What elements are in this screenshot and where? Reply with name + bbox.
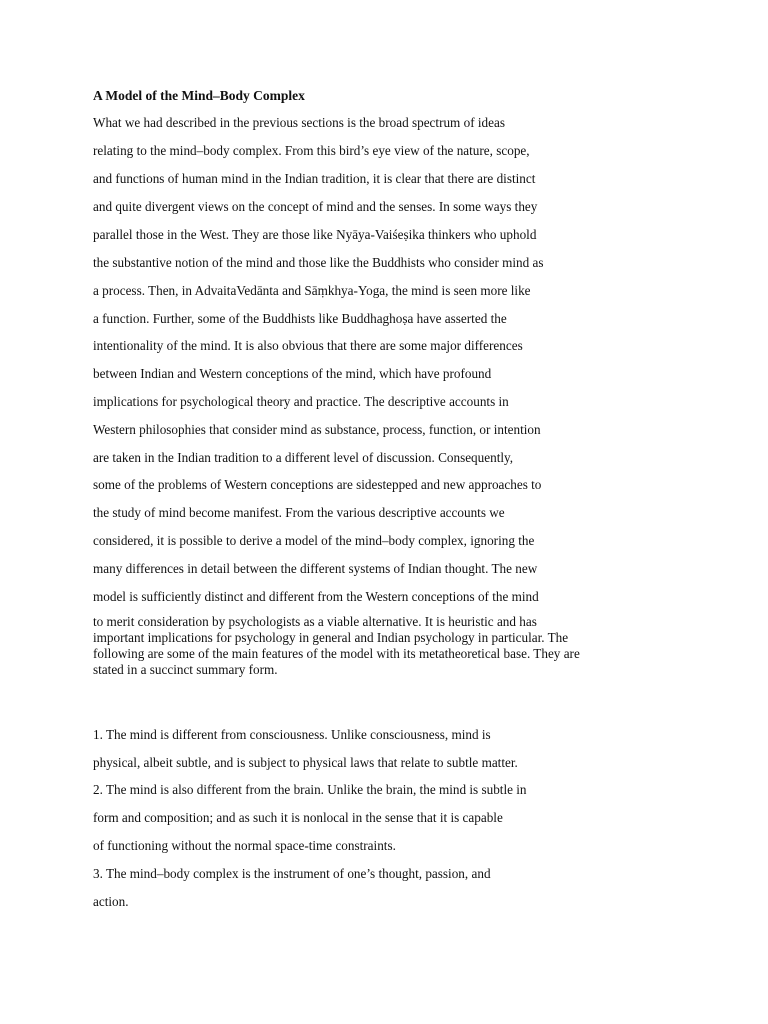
paragraph-line-11: implications for psychological theory and practice. The descriptive accounts in (93, 394, 509, 409)
list-line-2: physical, albeit subtle, and is subject to physical laws that relate to subtle matter. (93, 755, 518, 770)
paragraph-line-9: intentionality of the mind. It is also obvious that there are some major differences (93, 338, 523, 353)
paragraph-line-14: some of the problems of Western conceptions are sidestepped and new approaches to (93, 477, 542, 492)
paragraph-line-12: Western philosophies that consider mind as substance, process, function, or intention (93, 422, 541, 437)
paragraph-line-17: many differences in detail between the different systems of Indian thought. The new (93, 561, 538, 576)
tight-line-4: stated in a succinct summary form. (93, 662, 278, 677)
paragraph-line-1: What we had described in the previous sections is the broad spectrum of ideas (93, 115, 505, 130)
list-line-6: 3. The mind–body complex is the instrument of one’s thought, passion, and (93, 866, 491, 881)
paragraph-line-10: between Indian and Western conceptions of the mind, which have profound (93, 366, 492, 381)
paragraph-line-18: model is sufficiently distinct and different from the Western conceptions of the mind (93, 589, 539, 604)
tight-line-2: important implications for psychology in general and Indian psychology in particular. The (93, 630, 569, 645)
paragraph-line-6: the substantive notion of the mind and those like the Buddhists who consider mind as (93, 255, 544, 270)
paragraph-line-16: considered, it is possible to derive a model of the mind–body complex, ignoring the (93, 533, 535, 548)
list-line-5: of functioning without the normal space-time constraints. (93, 838, 396, 853)
paragraph-line-5: parallel those in the West. They are those like Nyāya-Vaiśeṣika thinkers who uphold (93, 227, 537, 242)
paragraph-line-7: a process. Then, in AdvaitaVedānta and Sāṃkhya-Yoga, the mind is seen more like (93, 283, 531, 298)
section-heading: A Model of the Mind–Body Complex (93, 88, 305, 103)
paragraph-line-8: a function. Further, some of the Buddhists like Buddhaghoṣa have asserted the (93, 311, 507, 326)
tight-line-1: to merit consideration by psychologists as a viable alternative. It is heuristic and has (93, 614, 537, 629)
paragraph-line-3: and functions of human mind in the Indian tradition, it is clear that there are distinct (93, 171, 536, 186)
list-line-4: form and composition; and as such it is nonlocal in the sense that it is capable (93, 810, 503, 825)
paragraph-tight-block (93, 614, 673, 678)
tight-line-3: following are some of the main features of the model with its metatheoretical base. They are (93, 646, 580, 661)
paragraph-line-13: are taken in the Indian tradition to a different level of discussion. Consequently, (93, 450, 514, 465)
paragraph-line-15: the study of mind become manifest. From the various descriptive accounts we (93, 505, 505, 520)
list-line-1: 1. The mind is different from consciousness. Unlike consciousness, mind is (93, 727, 491, 742)
paragraph-line-4: and quite divergent views on the concept of mind and the senses. In some ways they (93, 199, 538, 214)
paragraph-line-2: relating to the mind–body complex. From this bird’s eye view of the nature, scope, (93, 143, 530, 158)
list-line-3: 2. The mind is also different from the brain. Unlike the brain, the mind is subtle in (93, 782, 527, 797)
list-line-7: action. (93, 894, 129, 909)
